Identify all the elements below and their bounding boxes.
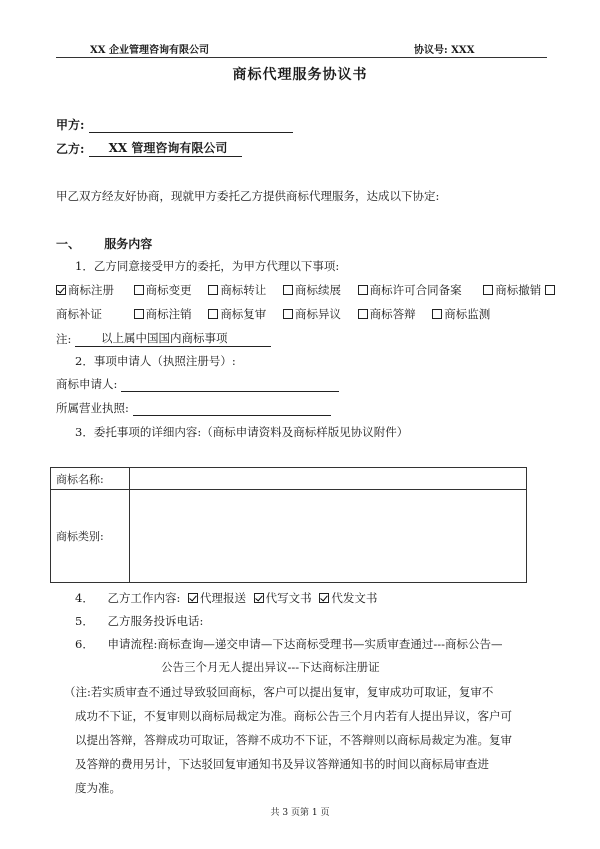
page-title: 商标代理服务协议书 xyxy=(232,67,368,83)
option-item[interactable] xyxy=(358,282,480,298)
checkbox-checked-icon[interactable] xyxy=(56,285,66,295)
trademark-name-cell[interactable] xyxy=(130,468,527,490)
checkbox-checked-icon[interactable] xyxy=(319,593,329,603)
option-item[interactable] xyxy=(358,306,429,322)
header-company: XX 企业管理咨询有限公司 xyxy=(90,45,209,56)
header-agreement-no: 协议号: XXX xyxy=(414,45,475,56)
applicant-row xyxy=(56,376,339,392)
checkbox-icon[interactable] xyxy=(283,285,293,295)
party-b-value: XX 管理咨询有限公司 xyxy=(89,139,242,157)
note-label: 注: xyxy=(56,332,72,346)
option-item[interactable] xyxy=(254,590,312,606)
option-item[interactable] xyxy=(56,306,130,322)
option-item[interactable] xyxy=(134,282,205,298)
item-4-label: 乙方工作内容: xyxy=(107,591,181,605)
option-item[interactable] xyxy=(483,282,541,298)
remark-line: 成功不下证，不复审则以商标局裁定为准。商标公告三个月内若有人提出异议，客户可 xyxy=(75,709,512,723)
trademark-class-label: 商标类别: xyxy=(51,490,130,583)
table-row xyxy=(51,468,527,490)
checkbox-icon[interactable] xyxy=(134,309,144,319)
checkbox-icon[interactable] xyxy=(545,285,555,295)
option-item[interactable] xyxy=(283,282,354,298)
checkbox-icon[interactable] xyxy=(283,309,293,319)
item-1: 1．乙方同意接受甲方的委托，为甲方代理以下事项: xyxy=(75,259,340,273)
party-a-value xyxy=(89,118,293,133)
option-item[interactable] xyxy=(432,306,490,322)
checkbox-icon[interactable] xyxy=(208,285,218,295)
option-label: 商标续展 xyxy=(294,283,341,297)
applicant-field[interactable] xyxy=(121,378,339,392)
option-item[interactable] xyxy=(134,306,205,322)
option-label: 商标监测 xyxy=(444,307,491,321)
option-item[interactable] xyxy=(208,306,279,322)
checkbox-icon[interactable] xyxy=(134,285,144,295)
checkbox-icon[interactable] xyxy=(208,309,218,319)
remark-line: 及答辩的费用另计，下达驳回复审通知书及异议答辩通知书的时间以商标局审查进 xyxy=(75,757,489,771)
item-4-number: 4． xyxy=(75,591,94,605)
option-label: 商标复审 xyxy=(220,307,267,321)
checkbox-icon[interactable] xyxy=(358,309,368,319)
option-label: 代理报送 xyxy=(200,591,247,605)
option-label: 商标转让 xyxy=(220,283,267,297)
item-5-number: 5． xyxy=(75,614,94,628)
party-b-label: 乙方: xyxy=(56,142,85,156)
item-3: 3．委托事项的详细内容:（商标申请资料及商标样版见协议附件） xyxy=(75,425,409,439)
option-label: 商标答辩 xyxy=(369,307,416,321)
section-heading xyxy=(56,235,152,252)
option-label: 商标变更 xyxy=(145,283,192,297)
table-row xyxy=(51,490,527,583)
checkbox-checked-icon[interactable] xyxy=(188,593,198,603)
trademark-class-cell[interactable] xyxy=(130,490,527,583)
option-label: 代发文书 xyxy=(331,591,378,605)
checkbox-icon[interactable] xyxy=(483,285,493,295)
party-a-label: 甲方: xyxy=(56,118,85,132)
checkbox-icon[interactable] xyxy=(358,285,368,295)
license-label: 所属营业执照: xyxy=(56,401,129,415)
option-label: 代写文书 xyxy=(265,591,312,605)
options-row-1 xyxy=(56,282,557,298)
option-label: 商标许可合同备案 xyxy=(369,283,462,297)
party-a xyxy=(56,116,293,133)
option-label: 商标注销 xyxy=(145,307,192,321)
party-b xyxy=(56,139,242,157)
section-number: 一、 xyxy=(56,237,81,251)
remark-line: 度为准。 xyxy=(75,781,121,795)
option-item[interactable] xyxy=(319,590,377,606)
option-label: 商标注册 xyxy=(68,283,114,297)
item-4 xyxy=(75,590,377,606)
license-row xyxy=(56,400,331,416)
section-title: 服务内容 xyxy=(104,237,153,251)
item-6 xyxy=(75,636,503,652)
intro-text: 甲乙双方经友好协商，现就甲方委托乙方提供商标代理服务，达成以下协定: xyxy=(56,189,440,203)
item-6-line-1: 申请流程:商标查询—递交申请—下达商标受理书—实质审查通过---商标公告— xyxy=(107,637,503,651)
checkbox-checked-icon[interactable] xyxy=(254,593,264,603)
options-row-2 xyxy=(56,306,490,322)
checkbox-icon[interactable] xyxy=(432,309,442,319)
item-6-number: 6． xyxy=(75,637,94,651)
item-5-label: 乙方服务投诉电话: xyxy=(107,614,204,628)
note-value: 以上属中国国内商标事项 xyxy=(75,330,271,347)
option-item[interactable] xyxy=(56,282,130,298)
header-divider xyxy=(56,57,547,58)
option-label: 商标补证 xyxy=(56,307,102,321)
option-label: 商标撤销 xyxy=(495,283,542,297)
remark-line: （注:若实质审查不通过导致驳回商标，客户可以提出复审，复审成功可取证，复审不 xyxy=(64,685,494,699)
item-5 xyxy=(75,613,203,629)
license-field[interactable] xyxy=(133,402,331,416)
item-2: 2．事项申请人（执照注册号）: xyxy=(75,354,236,368)
page-footer: 共 3 页第 1 页 xyxy=(270,808,330,818)
item-6-line-2: 公告三个月无人提出异议---下达商标注册证 xyxy=(161,660,380,674)
trademark-name-label: 商标名称: xyxy=(51,468,130,490)
option-item[interactable] xyxy=(208,282,279,298)
option-item[interactable] xyxy=(188,590,246,606)
detail-table xyxy=(50,467,527,583)
option-item[interactable] xyxy=(283,306,354,322)
remark-line: 以提出答辩，答辩成功可取证，答辩不成功不下证，不答辩则以商标局裁定为准。复审 xyxy=(75,733,512,747)
applicant-label: 商标申请人: xyxy=(56,377,118,391)
note xyxy=(56,330,271,347)
option-label: 商标异议 xyxy=(294,307,341,321)
